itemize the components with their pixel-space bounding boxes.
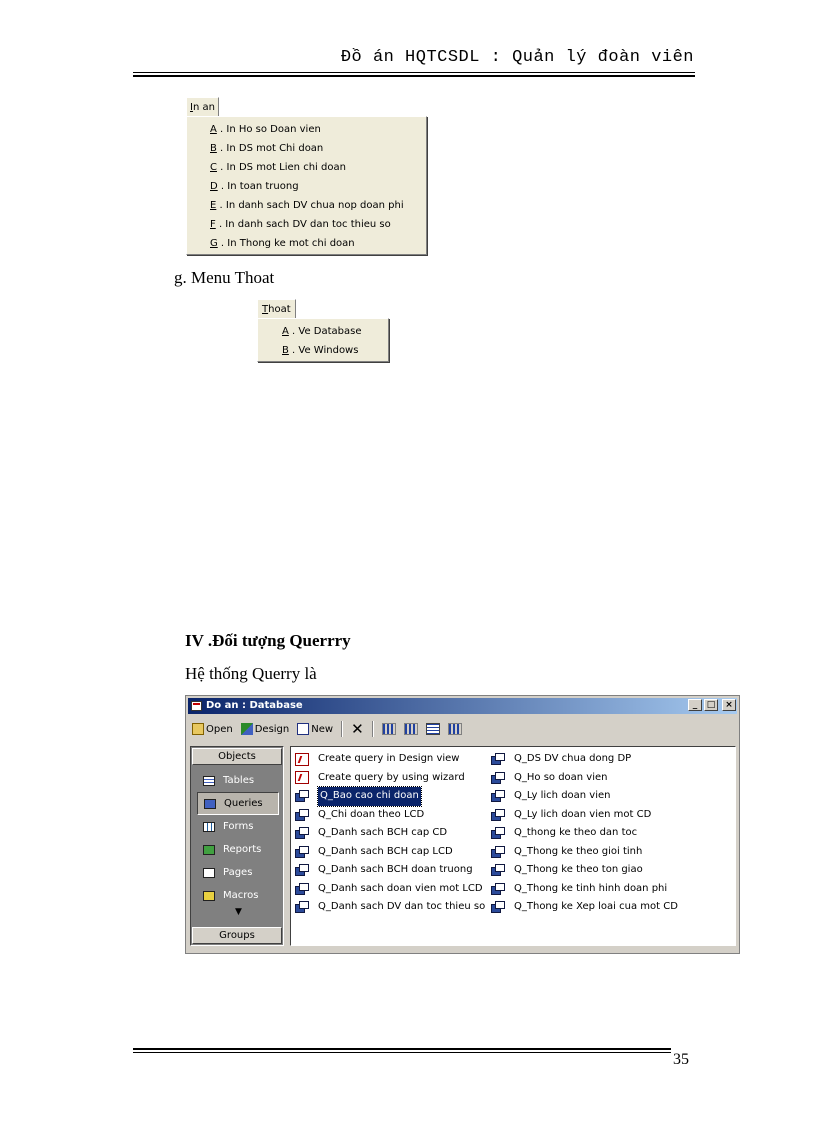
query-list-pane bbox=[290, 746, 736, 946]
groups-button[interactable]: Groups bbox=[192, 927, 282, 944]
list-item[interactable] bbox=[295, 843, 485, 862]
small-icons-button[interactable] bbox=[402, 720, 420, 738]
menu-item-key: B bbox=[210, 143, 217, 154]
window-title: Do an : Database bbox=[206, 700, 303, 711]
delete-button[interactable] bbox=[349, 720, 366, 738]
menu-item-label: . In Thong ke mot chi doan bbox=[217, 238, 355, 249]
database-icon bbox=[191, 701, 202, 711]
queries-icon bbox=[204, 799, 216, 809]
query-icon bbox=[295, 827, 309, 839]
query-icon bbox=[491, 772, 505, 784]
create-wizard-icon bbox=[295, 771, 309, 784]
list-item[interactable] bbox=[295, 898, 485, 917]
menu-item-label: . Ve Database bbox=[288, 326, 362, 337]
list-item[interactable] bbox=[491, 787, 678, 806]
object-label: Forms bbox=[223, 821, 254, 832]
query-icon bbox=[491, 883, 505, 895]
list-item[interactable] bbox=[491, 750, 678, 769]
list-view-icon bbox=[426, 723, 440, 735]
create-design-icon bbox=[295, 753, 309, 766]
menu-item-key: B bbox=[282, 345, 289, 356]
menu-item-ve-windows[interactable] bbox=[258, 341, 388, 360]
window-controls bbox=[688, 699, 736, 711]
close-button[interactable]: × bbox=[722, 699, 736, 711]
maximize-button[interactable]: □ bbox=[704, 699, 718, 711]
menu-thoat-label: hoat bbox=[268, 304, 291, 315]
list-item-label: Q_Thong ke Xep loai cua mot CD bbox=[514, 901, 678, 912]
open-icon bbox=[192, 723, 204, 735]
query-list-column-1 bbox=[295, 750, 485, 917]
details-view-button[interactable] bbox=[446, 720, 464, 738]
menu-item-key: A bbox=[282, 326, 289, 337]
scroll-down-arrow-icon[interactable]: ▼ bbox=[235, 907, 242, 917]
footer-rule-thick bbox=[133, 1048, 671, 1050]
list-item[interactable] bbox=[295, 861, 485, 880]
query-icon bbox=[295, 901, 309, 913]
query-icon bbox=[491, 790, 505, 802]
list-item-label: Q_Bao cao chi doan bbox=[318, 787, 421, 806]
new-label: New bbox=[311, 723, 334, 735]
list-item-label: Q_Danh sach BCH cap LCD bbox=[318, 845, 453, 857]
object-queries[interactable] bbox=[197, 792, 279, 815]
query-icon bbox=[491, 864, 505, 876]
menu-in-an[interactable] bbox=[186, 97, 219, 117]
menu-item-key: E bbox=[210, 200, 217, 211]
list-item[interactable] bbox=[295, 880, 485, 899]
query-icon bbox=[491, 901, 505, 913]
page-number: 35 bbox=[673, 1051, 689, 1068]
object-label: Macros bbox=[223, 890, 259, 901]
list-item[interactable] bbox=[295, 769, 485, 788]
menu-item-label: . Ve Windows bbox=[288, 345, 359, 356]
objects-list bbox=[197, 769, 279, 907]
menu-item-in-toan-truong[interactable] bbox=[187, 177, 426, 196]
list-item[interactable] bbox=[295, 806, 485, 825]
list-item-label: Create query in Design view bbox=[318, 753, 460, 764]
list-item[interactable] bbox=[491, 861, 678, 880]
list-item[interactable] bbox=[491, 769, 678, 788]
query-icon bbox=[491, 809, 505, 821]
object-label: Reports bbox=[223, 844, 262, 855]
forms-icon bbox=[203, 822, 215, 832]
list-view-button[interactable] bbox=[424, 720, 442, 738]
list-item-label: Q_Thong ke tinh hinh doan phi bbox=[514, 882, 668, 894]
query-icon bbox=[295, 790, 309, 802]
object-forms[interactable] bbox=[197, 815, 279, 838]
query-icon bbox=[295, 864, 309, 876]
menu-item-key: C bbox=[210, 162, 217, 173]
query-icon bbox=[491, 846, 505, 858]
menu-in-an-items bbox=[187, 117, 426, 253]
object-pages[interactable] bbox=[197, 861, 279, 884]
list-item[interactable] bbox=[295, 824, 485, 843]
large-icons-button[interactable] bbox=[380, 720, 398, 738]
menu-in-an-label: n an bbox=[192, 102, 215, 113]
object-tables[interactable] bbox=[197, 769, 279, 792]
page-header-title: Đồ án HQTCSDL : Quản lý đoàn viên bbox=[340, 48, 694, 67]
list-item-label: Q_Ly lich doan vien mot CD bbox=[514, 808, 652, 820]
menu-thoat[interactable] bbox=[257, 299, 296, 319]
menu-item-key: F bbox=[210, 219, 216, 230]
list-item-label: Q_Thong ke theo gioi tinh bbox=[514, 845, 643, 857]
list-item-label: Q_Thong ke theo ton giao bbox=[514, 864, 643, 875]
open-label: Open bbox=[206, 723, 233, 735]
query-icon bbox=[295, 883, 309, 895]
open-button[interactable] bbox=[190, 720, 235, 738]
query-icon bbox=[491, 753, 505, 765]
list-item[interactable] bbox=[491, 880, 678, 899]
menu-item-in-dv-chua-nop[interactable] bbox=[187, 196, 426, 215]
menu-item-label: . In danh sach DV dan toc thieu so bbox=[215, 219, 391, 230]
list-item-label: Q_DS DV chua dong DP bbox=[514, 753, 632, 764]
toolbar-separator bbox=[372, 721, 374, 737]
menu-thoat-dropdown bbox=[257, 318, 389, 362]
objects-header-button[interactable]: Objects bbox=[192, 748, 282, 765]
list-item-label: Create query by using wizard bbox=[318, 771, 465, 783]
menu-thoat-mnemonic: T bbox=[262, 304, 269, 315]
list-item-label: Q_Ly lich doan vien bbox=[514, 790, 611, 801]
design-label: Design bbox=[254, 723, 290, 735]
query-icon bbox=[295, 809, 309, 821]
list-item[interactable] bbox=[491, 824, 678, 843]
list-item-label: Q_thong ke theo dan toc bbox=[514, 827, 638, 838]
list-item[interactable] bbox=[491, 898, 678, 917]
query-icon bbox=[295, 846, 309, 858]
query-list-column-2 bbox=[491, 750, 678, 917]
object-label: Queries bbox=[224, 798, 263, 809]
menu-in-an-mnemonic: I bbox=[190, 102, 193, 113]
menu-item-ve-database[interactable] bbox=[258, 322, 388, 341]
menu-thoat-items bbox=[258, 319, 388, 360]
tables-icon bbox=[203, 776, 215, 786]
menu-in-an-dropdown bbox=[186, 116, 427, 255]
list-item-label: Q_Danh sach BCH doan truong bbox=[318, 864, 473, 875]
delete-icon: ✕ bbox=[351, 720, 364, 738]
object-macros[interactable] bbox=[197, 884, 279, 907]
list-item-selected[interactable] bbox=[295, 787, 485, 806]
small-icons-icon bbox=[404, 723, 418, 735]
macros-icon bbox=[203, 891, 215, 901]
menu-item-key: A bbox=[210, 124, 217, 135]
new-icon bbox=[297, 723, 309, 735]
window-titlebar[interactable] bbox=[188, 698, 737, 714]
reports-icon bbox=[203, 845, 215, 855]
section-iv-heading: IV .Đối tượng Querrry bbox=[185, 631, 351, 650]
object-reports[interactable] bbox=[197, 838, 279, 861]
new-button[interactable] bbox=[295, 720, 335, 738]
section-iv-paragraph: Hệ thống Querry là bbox=[185, 664, 317, 683]
menu-item-label: . In DS mot Lien chi doan bbox=[216, 162, 346, 173]
design-icon bbox=[241, 723, 253, 735]
menu-item-in-ds-chi-doan[interactable] bbox=[187, 139, 426, 158]
database-toolbar bbox=[190, 718, 735, 740]
menu-item-label: . In toan truong bbox=[217, 181, 299, 192]
menu-item-label: . In danh sach DV chua nop doan phi bbox=[216, 200, 404, 211]
list-item[interactable] bbox=[491, 806, 678, 825]
object-label: Tables bbox=[223, 775, 255, 786]
list-item-label: Q_Danh sach BCH cap CD bbox=[318, 827, 448, 838]
section-g-heading: g. Menu Thoat bbox=[174, 268, 275, 287]
list-item-label: Q_Danh sach DV dan toc thieu so bbox=[318, 901, 486, 912]
objects-bar bbox=[190, 746, 284, 946]
menu-item-label: . In DS mot Chi doan bbox=[216, 143, 324, 154]
footer-rule bbox=[133, 1052, 671, 1053]
design-button[interactable] bbox=[239, 720, 292, 738]
list-item[interactable] bbox=[491, 843, 678, 862]
menu-item-key: G bbox=[210, 238, 218, 249]
menu-item-in-ho-so[interactable] bbox=[187, 120, 426, 139]
header-rule-thick bbox=[133, 75, 695, 77]
list-item-label: Q_Danh sach doan vien mot LCD bbox=[318, 882, 483, 894]
menu-item-in-ds-lien-chi-doan[interactable] bbox=[187, 158, 426, 177]
list-item-label: Q_Ho so doan vien bbox=[514, 771, 608, 783]
query-icon bbox=[491, 827, 505, 839]
menu-item-in-dv-dan-toc[interactable] bbox=[187, 215, 426, 234]
menu-item-label: . In Ho so Doan vien bbox=[216, 124, 321, 135]
toolbar-separator bbox=[341, 721, 343, 737]
large-icons-icon bbox=[382, 723, 396, 735]
list-item-label: Q_Chi doan theo LCD bbox=[318, 808, 425, 820]
pages-icon bbox=[203, 868, 215, 878]
menu-item-in-thong-ke[interactable] bbox=[187, 234, 426, 253]
menu-item-key: D bbox=[210, 181, 218, 192]
details-view-icon bbox=[448, 723, 462, 735]
list-item[interactable] bbox=[295, 750, 485, 769]
object-label: Pages bbox=[223, 867, 253, 878]
minimize-button[interactable]: _ bbox=[688, 699, 702, 711]
database-window bbox=[185, 695, 740, 954]
header-rule bbox=[133, 72, 695, 73]
